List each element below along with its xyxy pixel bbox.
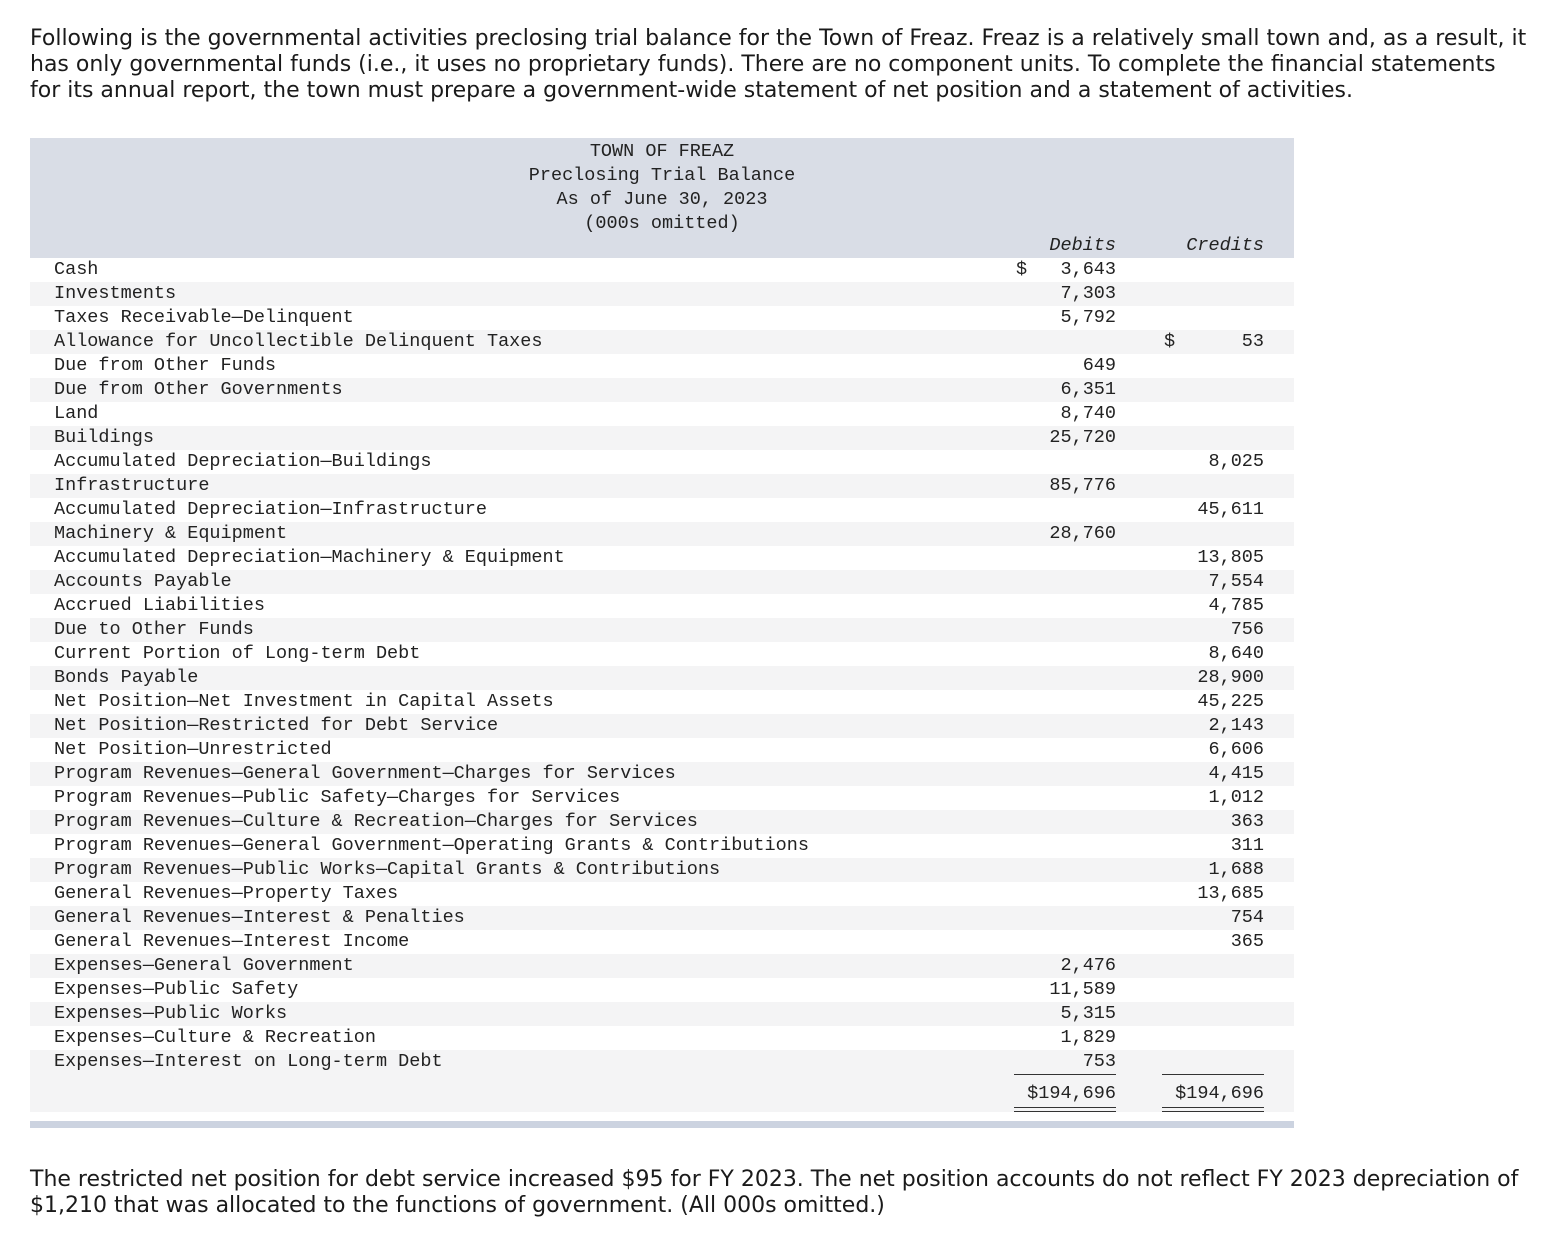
debit-amount: 8,740 (1060, 403, 1116, 424)
totals-row (30, 1074, 1294, 1112)
credit-amount: 8,640 (1208, 643, 1264, 664)
account-name: Accrued Liabilities (54, 595, 265, 616)
debit-amount: 25,720 (1049, 427, 1116, 448)
table-row (30, 978, 1294, 1002)
title-statement: Preclosing Trial Balance (528, 165, 796, 186)
table-row (30, 906, 1294, 930)
title-town: TOWN OF FREAZ (589, 141, 735, 162)
table-row (30, 330, 1294, 354)
credit-amount: 365 (1230, 931, 1264, 952)
table-row (30, 402, 1294, 426)
account-name: Expenses—General Government (54, 955, 354, 976)
trial-balance-table (30, 138, 1294, 1112)
table-row (30, 834, 1294, 858)
credit-amount: 45,225 (1197, 691, 1264, 712)
debit-amount: 28,760 (1049, 523, 1116, 544)
table-row (30, 930, 1294, 954)
table-row (30, 762, 1294, 786)
table-title-block (362, 140, 962, 236)
account-name: Program Revenues—Public Works—Capital Grants & Contributions (54, 859, 721, 880)
credit-amount: 311 (1230, 835, 1264, 856)
credit-underline (1162, 1074, 1264, 1075)
account-name: General Revenues—Interest & Penalties (54, 907, 465, 928)
table-row (30, 882, 1294, 906)
account-name: Current Portion of Long-term Debt (54, 643, 421, 664)
table-row (30, 426, 1294, 450)
debit-total: $194,696 (1027, 1083, 1116, 1104)
title-date: As of June 30, 2023 (556, 189, 768, 210)
account-name: Infrastructure (54, 475, 210, 496)
table-header (30, 138, 1294, 258)
account-name: Accumulated Depreciation—Machinery & Equipment (54, 547, 565, 568)
credits-column-header: Credits (1186, 235, 1264, 256)
table-row (30, 450, 1294, 474)
credit-amount: 7,554 (1208, 571, 1264, 592)
account-name: Bonds Payable (54, 667, 199, 688)
credit-amount: 45,611 (1197, 499, 1264, 520)
table-row (30, 810, 1294, 834)
account-name: Program Revenues—Public Safety—Charges for Services (54, 787, 621, 808)
account-name: Allowance for Uncollectible Delinquent Taxes (54, 331, 543, 352)
table-row (30, 786, 1294, 810)
table-row (30, 378, 1294, 402)
table-row (30, 258, 1294, 282)
account-name: General Revenues—Interest Income (54, 931, 410, 952)
account-name: Due from Other Funds (54, 355, 277, 376)
table-row (30, 714, 1294, 738)
credit-amount: 1,012 (1208, 787, 1264, 808)
table-row (30, 954, 1294, 978)
account-name: Program Revenues—General Government—Operating Grants & Contributions (54, 835, 809, 856)
table-row (30, 1050, 1294, 1074)
debit-amount: 5,792 (1060, 307, 1116, 328)
debit-underline (1014, 1074, 1116, 1075)
account-name: Taxes Receivable—Delinquent (54, 307, 354, 328)
table-row (30, 618, 1294, 642)
debit-double-underline (1014, 1107, 1116, 1112)
table-row (30, 642, 1294, 666)
credit-amount: 363 (1230, 811, 1264, 832)
table-row (30, 546, 1294, 570)
table-row (30, 666, 1294, 690)
account-name: Cash (54, 259, 99, 280)
outro-paragraph: The restricted net position for debt service increased $95 for FY 2023. The net position accounts do not reflect FY 2023 depreciation of $1,210 that was allocated to the functions of government. (All 000s omitted.) (30, 1167, 1519, 1218)
credit-amount: 1,688 (1208, 859, 1264, 880)
credit-amount: 28,900 (1197, 667, 1264, 688)
credit-amount: 4,415 (1208, 763, 1264, 784)
account-name: Net Position—Unrestricted (54, 739, 332, 760)
credit-amount: 4,785 (1208, 595, 1264, 616)
debit-amount: 7,303 (1060, 283, 1116, 304)
table-row (30, 858, 1294, 882)
account-name: Accumulated Depreciation—Buildings (54, 451, 432, 472)
table-bottom-rule (30, 1121, 1294, 1128)
account-name: Net Position—Restricted for Debt Service (54, 715, 499, 736)
debit-amount: 2,476 (1060, 955, 1116, 976)
table-row (30, 570, 1294, 594)
account-name: Program Revenues—General Government—Charges for Services (54, 763, 676, 784)
credit-amount: 13,805 (1197, 547, 1264, 568)
table-row (30, 474, 1294, 498)
debit-amount: 1,829 (1060, 1027, 1116, 1048)
account-name: Accumulated Depreciation—Infrastructure (54, 499, 487, 520)
credit-amount: 53 (1241, 331, 1264, 352)
title-units: (000s omitted) (584, 213, 740, 234)
table-row (30, 306, 1294, 330)
table-body (30, 258, 1294, 1074)
debit-amount: 11,589 (1049, 979, 1116, 1000)
debit-amount: 3,643 (1060, 259, 1116, 280)
table-row (30, 1002, 1294, 1026)
account-name: Expenses—Public Works (54, 1003, 288, 1024)
table-row (30, 282, 1294, 306)
account-name: Machinery & Equipment (54, 523, 288, 544)
credit-amount: 6,606 (1208, 739, 1264, 760)
debits-column-header: Debits (1049, 235, 1116, 256)
table-row (30, 498, 1294, 522)
account-name: Expenses—Culture & Recreation (54, 1027, 376, 1048)
table-row (30, 1026, 1294, 1050)
debit-amount: 5,315 (1060, 1003, 1116, 1024)
account-name: Program Revenues—Culture & Recreation—Charges for Services (54, 811, 698, 832)
account-name: General Revenues—Property Taxes (54, 883, 399, 904)
intro-paragraph: Following is the governmental activities preclosing trial balance for the Town of Freaz. Freaz is a relatively small town and, as a result, it has only governmental funds (i.e., it uses no proprietary funds). There are no component units. To complete the financial statements for its annual report, the town must prepare a government-wide statement of net position and a statement of activities. (30, 26, 1527, 103)
account-name: Investments (54, 283, 177, 304)
account-name: Due to Other Funds (54, 619, 254, 640)
table-row (30, 594, 1294, 618)
account-name: Buildings (54, 427, 154, 448)
credit-dollar-sign: $ (1164, 331, 1176, 352)
account-name: Due from Other Governments (54, 379, 343, 400)
account-name: Net Position—Net Investment in Capital Assets (54, 691, 554, 712)
debit-amount: 6,351 (1060, 379, 1116, 400)
account-name: Expenses—Interest on Long-term Debt (54, 1051, 443, 1072)
debit-amount: 753 (1082, 1051, 1116, 1072)
table-row (30, 522, 1294, 546)
account-name: Land (54, 403, 99, 424)
debit-amount: 649 (1082, 355, 1116, 376)
credit-amount: 8,025 (1208, 451, 1264, 472)
credit-amount: 13,685 (1197, 883, 1264, 904)
table-row (30, 690, 1294, 714)
credit-amount: 2,143 (1208, 715, 1264, 736)
account-name: Accounts Payable (54, 571, 232, 592)
table-row (30, 738, 1294, 762)
account-name: Expenses—Public Safety (54, 979, 299, 1000)
credit-total: $194,696 (1175, 1083, 1264, 1104)
credit-amount: 754 (1230, 907, 1264, 928)
table-row (30, 354, 1294, 378)
credit-double-underline (1162, 1107, 1264, 1112)
credit-amount: 756 (1230, 619, 1264, 640)
debit-amount: 85,776 (1049, 475, 1116, 496)
debit-dollar-sign: $ (1016, 259, 1028, 280)
